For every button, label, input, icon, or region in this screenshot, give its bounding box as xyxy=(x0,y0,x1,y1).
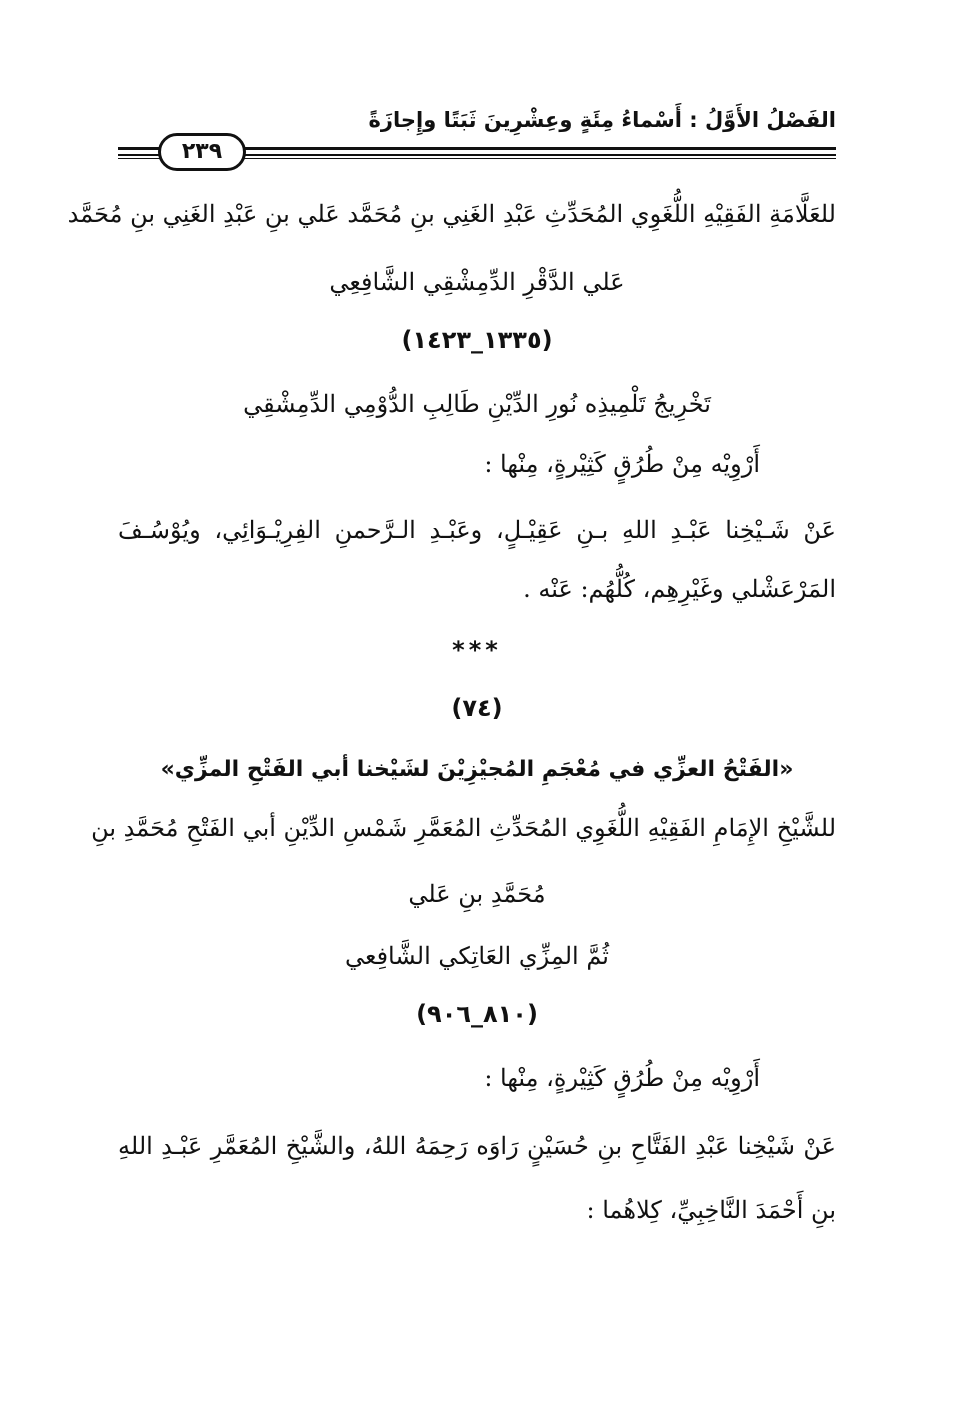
entry-73-author-line-2: عَلي الدَّقْرِ الدِّمِشْقِي الشَّافِعِي xyxy=(329,268,625,296)
entry-74-number: (٧٤) xyxy=(451,694,503,722)
entry-74-title: «الفَتْحُ العزِّي في مُعْجَمِ المُجيْزِيْنَ لشَيْخنا أبي الفَتْحِ المزِّي» xyxy=(160,757,794,782)
entry-73-chain-line-1: عَنْ شَـيْخِنا عَبْـدِ اللهِ بـنِ عَقِيْـلٍ، وعَبْـدِ الـرَّحمنِ الفِرِيْـوَائِي، ويُوْسُـفَ xyxy=(118,516,836,544)
entry-73-chain-line-2: المَرْعَشْلي وغَيْرِهِم، كُلُّهُم: عَنْه . xyxy=(523,575,836,603)
page-number-frame xyxy=(158,133,246,171)
entry-73-dates: (١٣٣٥_١٤٢٣) xyxy=(401,326,553,354)
entry-73-author-line-1: للعَلَّامَةِ الفَقِيْهِ اللُّغَوِي المُحَدِّثِ عَبْدِ الغَنِي بنِ مُحَمَّد عَلي بنِ عَبْدِ الغَنِي بنِ مُحَمَّد xyxy=(67,200,836,228)
section-separator: *** xyxy=(452,636,502,664)
running-head: الفَصْلُ الأَوَّلُ : أَسْماءُ مِئَةٍ وعِشْرِينَ ثَبَتًا وإِجازَةً xyxy=(368,108,836,132)
entry-74-narration-intro: أَرْوِيْه مِنْ طُرُقٍ كَثِيْرةٍ، مِنْها : xyxy=(484,1064,760,1092)
entry-74-author-line-1: للشَّيْخِ الإِمَامِ الفَقِيْهِ اللُّغَوِي المُحَدِّثِ المُعَمَّرِ شَمْسِ الدِّيْنِ أبي الفَتْحِ مُحَمَّدِ بنِ xyxy=(91,814,836,842)
entry-73-compiler: تَخْرِيجُ تَلْمِيذِه نُورِ الدِّيْنِ طَالِبِ الدُّوْمِي الدِّمِشْقِي xyxy=(243,390,711,418)
entry-74-chain-line-1: عَنْ شَيْخِنا عَبْدِ الفَتَّاحِ بنِ حُسَيْنٍ رَاوَه رَحِمَهُ اللهُ، والشَّيْخِ المُعَمَّرِ عَبْـدِ اللهِ xyxy=(118,1132,836,1160)
page-number: ٢٣٩ xyxy=(181,139,223,164)
entry-73-narration-intro: أَرْوِيْه مِنْ طُرُقٍ كَثِيْرةٍ، مِنْها : xyxy=(484,450,760,478)
entry-74-dates: (٨١٠_٩٠٦) xyxy=(416,1000,538,1028)
entry-74-author-line-2: مُحَمَّدِ بنِ عَلي xyxy=(408,880,546,908)
entry-74-chain-line-2: بنِ أَحْمَدَ النَّاخِبِيِّ، كِلاهُما : xyxy=(586,1196,836,1224)
entry-74-author-line-3: ثُمَّ المِزِّي العَاتِكي الشَّافِعي xyxy=(345,942,609,970)
